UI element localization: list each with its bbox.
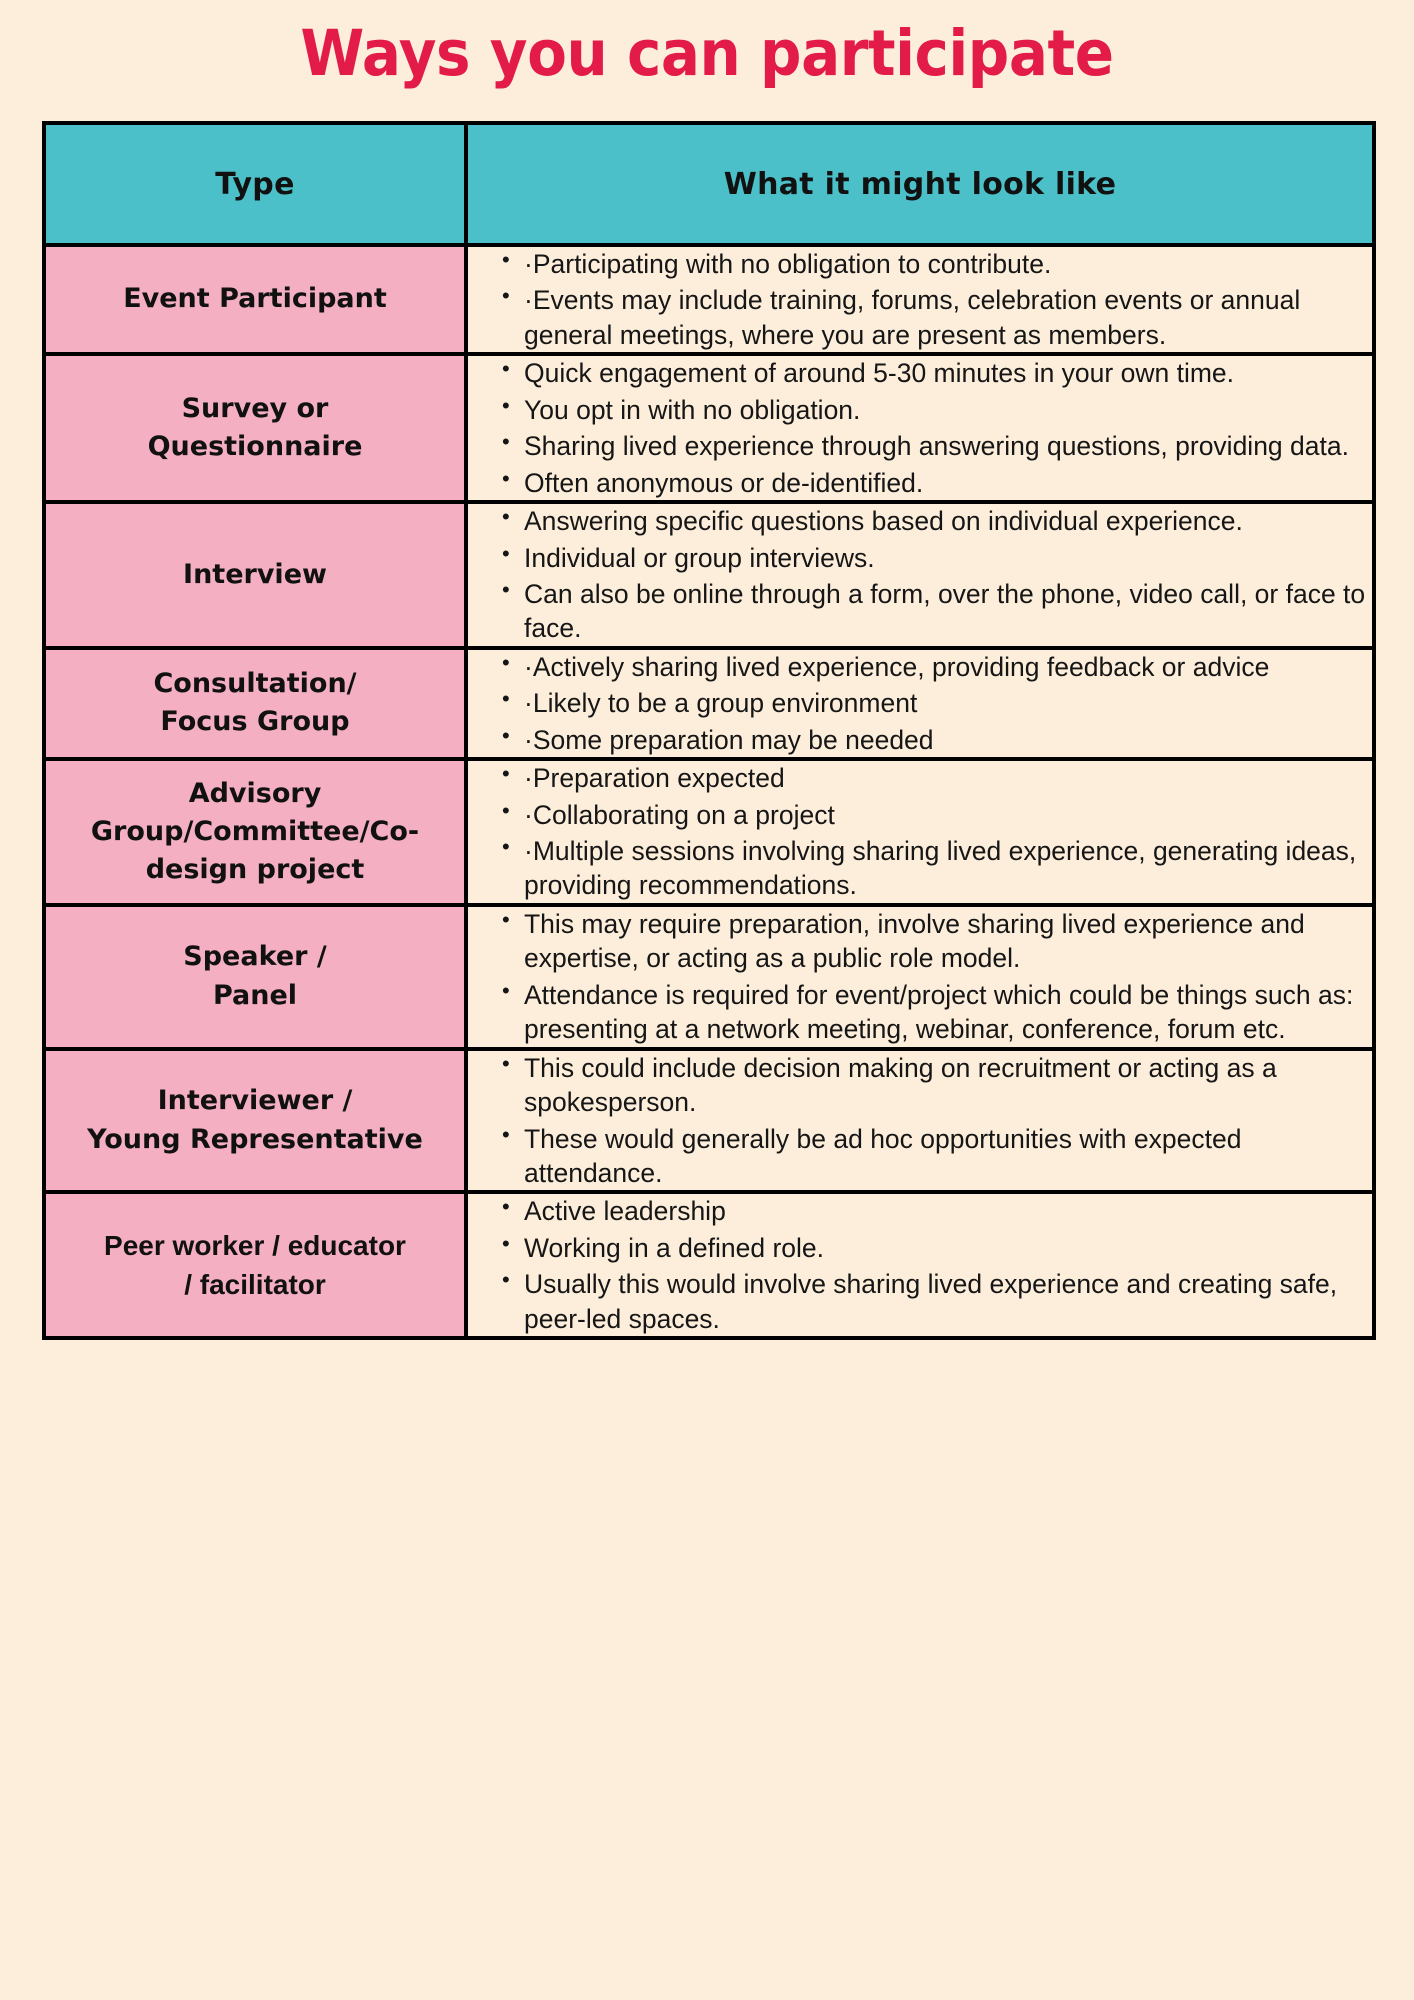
table-row (44, 1192, 1374, 1338)
participation-type-line: Panel (212, 979, 298, 1011)
column-header-description: What it might look like (466, 123, 1374, 245)
description-bullet-list (468, 504, 1372, 646)
description-bullet-item: • ·Likely to be a group environment (502, 686, 1372, 720)
table-row (44, 648, 1374, 759)
participation-description-cell (466, 502, 1374, 648)
participation-type-line: Interviewer / (157, 1085, 353, 1117)
participation-type-line: Peer worker / educator (104, 1229, 406, 1261)
table-row (44, 502, 1374, 648)
description-bullet-item: • Often anonymous or de-identified. (502, 466, 1372, 500)
participation-type-line: Questionnaire (147, 431, 363, 463)
table-body (44, 245, 1374, 1338)
description-bullet-list (468, 650, 1372, 757)
description-bullet-item: • Quick engagement of around 5-30 minutes in your own time. (502, 356, 1372, 390)
description-bullet-item: • ·Events may include training, forums, celebration events or annual general meetings, where you are present as members. (502, 283, 1372, 352)
description-bullet-list (468, 1051, 1372, 1191)
participation-type-line: / facilitator (184, 1269, 326, 1301)
participation-type-line: Interview (183, 558, 327, 590)
description-bullet-item: • Individual or group interviews. (502, 541, 1372, 575)
participation-type-cell (44, 502, 466, 648)
description-bullet-item: • Answering specific questions based on individual experience. (502, 504, 1372, 538)
participation-type-line: design project (145, 854, 365, 886)
description-bullet-item: • This could include decision making on recruitment or acting as a spokesperson. (502, 1051, 1372, 1120)
description-bullet-item: • ·Participating with no obligation to contribute. (502, 247, 1372, 281)
participation-description-cell (466, 759, 1374, 905)
description-bullet-item: • ·Collaborating on a project (502, 798, 1372, 832)
page-title: Ways you can participate (300, 17, 1114, 90)
participation-type-line: Group/Committee/Co- (90, 815, 420, 847)
participation-description-cell (466, 1192, 1374, 1338)
table-header-row (44, 123, 1374, 245)
column-header-type: Type (44, 123, 466, 245)
participation-table (42, 121, 1376, 1340)
table-row (44, 1049, 1374, 1193)
participation-type-cell (44, 1049, 466, 1193)
table-row (44, 905, 1374, 1049)
description-bullet-list (468, 247, 1372, 352)
participation-type-line: Event Participant (123, 283, 387, 315)
participation-type-cell (44, 905, 466, 1049)
description-bullet-item: • This may require preparation, involve sharing lived experience and expertise, or acting as a public role model. (502, 907, 1372, 976)
description-bullet-item: • ·Preparation expected (502, 761, 1372, 795)
participation-description-cell (466, 245, 1374, 354)
description-bullet-item: • Can also be online through a form, over the phone, video call, or face to face. (502, 577, 1372, 646)
description-bullet-list (468, 761, 1372, 903)
participation-type-line: Survey or (181, 392, 329, 424)
table-container (42, 121, 1372, 1340)
description-bullet-list (468, 356, 1372, 500)
description-bullet-item: • ·Multiple sessions involving sharing lived experience, generating ideas, providing recommendations. (502, 834, 1372, 903)
description-bullet-item: • Usually this would involve sharing lived experience and creating safe, peer-led spaces. (502, 1267, 1372, 1336)
participation-type-line: Advisory (188, 777, 322, 809)
table-row (44, 354, 1374, 502)
description-bullet-item: • You opt in with no obligation. (502, 393, 1372, 427)
participation-type-cell (44, 648, 466, 759)
participation-description-cell (466, 648, 1374, 759)
participation-description-cell (466, 354, 1374, 502)
description-bullet-item: • These would generally be ad hoc opportunities with expected attendance. (502, 1122, 1372, 1191)
participation-type-cell (44, 759, 466, 905)
participation-description-cell (466, 1049, 1374, 1193)
table-row (44, 759, 1374, 905)
table-header (44, 123, 1374, 245)
participation-type-line: Speaker / (183, 941, 327, 973)
description-bullet-item: • Attendance is required for event/project which could be things such as: presenting at a network meeting, webinar, conference, forum etc. (502, 978, 1372, 1047)
participation-type-line: Young Representative (87, 1123, 423, 1155)
participation-description-cell (466, 905, 1374, 1049)
description-bullet-item: • ·Some preparation may be needed (502, 723, 1372, 757)
description-bullet-item: • Working in a defined role. (502, 1231, 1372, 1265)
description-bullet-item: • Active leadership (502, 1194, 1372, 1228)
description-bullet-list (468, 1194, 1372, 1336)
participation-type-cell (44, 354, 466, 502)
description-bullet-item: • Sharing lived experience through answering questions, providing data. (502, 429, 1372, 463)
description-bullet-item: • ·Actively sharing lived experience, providing feedback or advice (502, 650, 1372, 684)
participation-type-line: Consultation/ (153, 668, 357, 700)
participation-type-line: Focus Group (160, 706, 350, 738)
description-bullet-list (468, 907, 1372, 1047)
table-row (44, 245, 1374, 354)
participation-type-cell (44, 245, 466, 354)
participation-type-cell (44, 1192, 466, 1338)
